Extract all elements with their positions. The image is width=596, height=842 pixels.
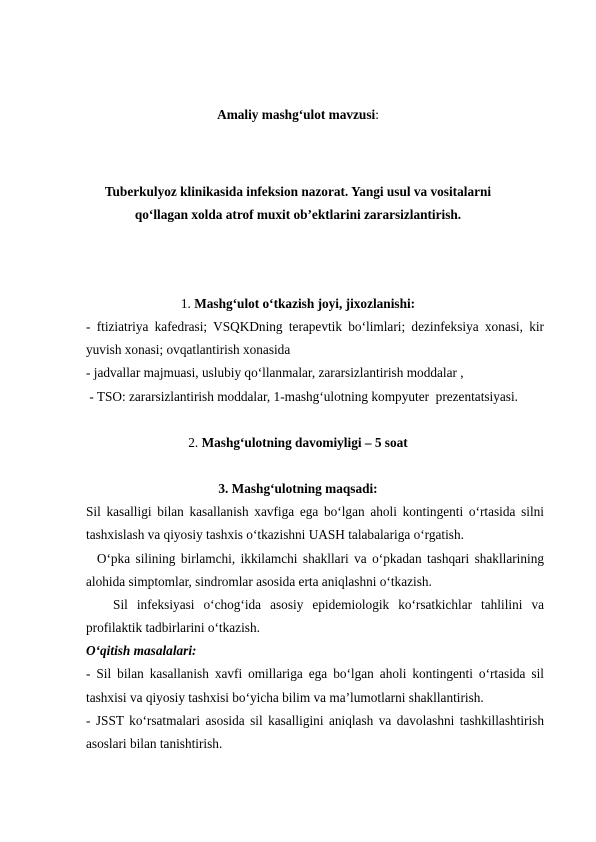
section2-number: 2. xyxy=(188,435,202,450)
section3-line-2: tashxislash va qiyosiy tashxis o‘tkazishni UASH talabalariga o‘rgatish. xyxy=(86,527,464,542)
topic-label: Amaliy mashg‘ulot mavzusi xyxy=(217,107,376,122)
title-line-1: Tuberkulyoz klinikasida infeksion nazorat. Yangi usul va vositalarni xyxy=(104,184,492,199)
section1-line-2: yuvish xonasi; ovqatlantirish xonasida xyxy=(86,342,291,357)
tasks-heading: O‘qitish masalalari: xyxy=(86,643,197,658)
section1-title: Mashg‘ulot o‘tkazish joyi, jixozlanishi: xyxy=(194,296,416,311)
section1-line-1: - ftiziatriya kafedrasi; VSQKDning terapevtik bo‘limlari; dezinfeksiya xonasi, kir xyxy=(86,319,544,334)
topic-colon: : xyxy=(375,107,379,122)
section2-heading xyxy=(0,435,596,451)
tasks-line-1: - Sil bilan kasallanish xavfi omillariga ega bo‘lgan aholi kontingenti o‘rtasida sil xyxy=(86,666,544,681)
section1-number: 1. xyxy=(180,296,195,311)
topic-heading xyxy=(0,107,596,123)
section3-heading xyxy=(0,481,596,497)
tasks-line-3: - JSST ko‘rsatmalari asosida sil kasalligini aniqlash va davolashni tashkillashtirish xyxy=(86,713,544,728)
section3-number: 3 xyxy=(218,481,226,496)
title-line-2: qo‘llagan xolda atrof muxit ob’ektlarini zararsizlantirish. xyxy=(134,207,462,222)
tasks-line-4: asoslari bilan tanishtirish. xyxy=(86,736,223,751)
section1-line-3: - jadvallar majmuasi, uslubiy qo‘llanmalar, zararsizlantirish moddalar , xyxy=(86,365,464,380)
section3-line-5: Sil infeksiyasi o‘chog‘ida asosiy epidemiologik ko‘rsatkichlar tahlilini va xyxy=(86,597,544,612)
section3-line-1: Sil kasalligi bilan kasallanish xavfiga ega bo‘lgan aholi kontingenti o‘rtasida silni xyxy=(86,504,544,519)
section3-title: . Mashg‘ulotning maqsadi: xyxy=(225,481,378,496)
section3-line-6: profilaktik tadbirlarini o‘tkazish. xyxy=(86,620,260,635)
section3-line-4: alohida simptomlar, sindromlar asosida erta aniqlashni o‘tkazish. xyxy=(86,574,432,589)
section2-title: Mashg‘ulotning davomiyligi – 5 soat xyxy=(201,435,408,450)
tasks-line-2: tashxisi va qiyosiy tashxisi bo‘yicha bilim va ma’lumotlarni shakllantirish. xyxy=(86,690,484,705)
section1-line-4: - TSO: zararsizlantirish moddalar, 1-mashg‘ulotning kompyuter prezentatsiyasi. xyxy=(86,389,518,404)
section1-heading xyxy=(0,296,596,312)
section3-line-3: O‘pka silining birlamchi, ikkilamchi shakllari va o‘pkadan tashqari shakllarining xyxy=(86,551,544,566)
